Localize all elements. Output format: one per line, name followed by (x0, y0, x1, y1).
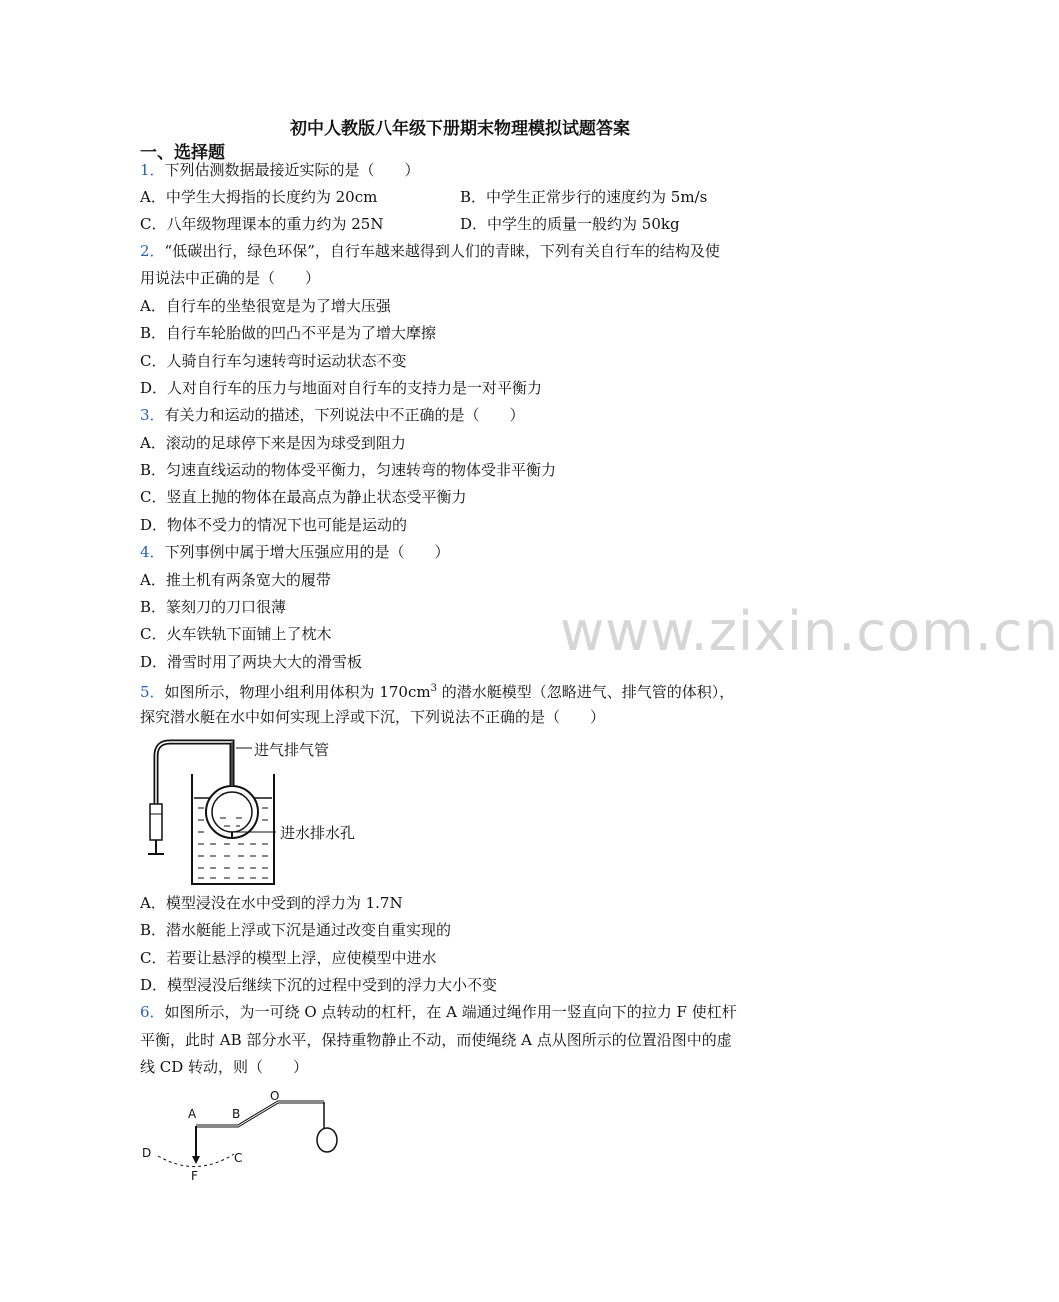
label-c: C (234, 1151, 243, 1165)
question-text: 下列事例中属于增大压强应用的是（ ） (164, 543, 450, 561)
question-number: 2． (140, 242, 165, 260)
question-3-option-b: B．匀速直线运动的物体受平衡力，匀速转弯的物体受非平衡力 (140, 461, 557, 479)
question-1-option-a: A．中学生大拇指的长度约为 20cm (140, 188, 378, 206)
question-number: 6． (140, 1003, 165, 1021)
lever-diagram (138, 1088, 358, 1188)
question-1-option-c: C．八年级物理课本的重力约为 25N (140, 215, 384, 233)
question-2-option-a: A．自行车的坐垫很宽是为了增大压强 (140, 297, 391, 315)
question-6-stem (140, 1002, 737, 1022)
question-2-stem (140, 241, 720, 261)
question-3-option-c: C．竖直上抛的物体在最高点为静止状态受平衡力 (140, 488, 467, 506)
question-number: 5． (140, 683, 165, 701)
question-text: 如图所示，物理小组利用体积为 170cm (164, 683, 431, 701)
question-2-stem-cont: 用说法中正确的是（ ） (140, 269, 321, 287)
question-text: “低碳出行，绿色环保”，自行车越来越得到人们的青睐，下列有关自行车的结构及使 (164, 242, 720, 260)
question-text: 下列估测数据最接近实际的是（ ） (164, 161, 420, 179)
watermark: www.zixin.com.cn (560, 600, 1059, 663)
section-heading: 一、选择题 (140, 143, 225, 163)
question-6-stem-cont: 平衡，此时 AB 部分水平，保持重物静止不动，而使绳绕 A 点从图所示的位置沿图中的虚 (140, 1031, 732, 1049)
submarine-diagram (140, 734, 390, 890)
label-o: O (270, 1089, 280, 1103)
page-title: 初中人教版八年级下册期末物理模拟试题答案 (290, 119, 630, 139)
question-5-option-b: B．潜水艇能上浮或下沉是通过改变自重实现的 (140, 921, 452, 939)
label-b: B (232, 1107, 241, 1121)
question-3-stem (140, 405, 525, 425)
question-5-option-c: C．若要让悬浮的模型上浮，应使模型中进水 (140, 949, 437, 967)
label-d: D (142, 1146, 152, 1160)
question-4-stem (140, 542, 450, 562)
question-1-option-d: D．中学生的质量一般约为 50kg (460, 215, 680, 233)
label-f: F (191, 1169, 198, 1183)
question-number: 3． (140, 406, 165, 424)
question-2-option-d: D．人对自行车的压力与地面对自行车的支持力是一对平衡力 (140, 379, 543, 397)
question-4-option-a: A．推土机有两条宽大的履带 (140, 571, 331, 589)
question-1-option-b: B．中学生正常步行的速度约为 5m/s (460, 188, 708, 206)
question-5-stem-cont: 探究潜水艇在水中如何实现上浮或下沉，下列说法不正确的是（ ） (140, 708, 606, 726)
question-5-option-d: D．模型浸没后继续下沉的过程中受到的浮力大小不变 (140, 976, 498, 994)
label-a: A (188, 1107, 197, 1121)
question-text: 有关力和运动的描述，下列说法中不正确的是（ ） (164, 406, 525, 424)
superscript: 3 (430, 683, 437, 694)
question-text: 如图所示，为一可绕 O 点转动的杠杆，在 A 端通过绳作用一竖直向下的拉力 F 使杠杆 (164, 1003, 737, 1021)
question-5-option-a: A．模型浸没在水中受到的浮力为 1.7N (140, 894, 403, 912)
question-4-option-d: D．滑雪时用了两块大大的滑雪板 (140, 653, 363, 671)
question-5-stem (140, 679, 734, 702)
question-4-option-b: B．篆刻刀的刀口很薄 (140, 598, 287, 616)
label-pipe: 进气排气管 (254, 741, 330, 759)
question-3-option-a: A．滚动的足球停下来是因为球受到阻力 (140, 434, 406, 452)
question-2-option-b: B．自行车轮胎做的凹凸不平是为了增大摩擦 (140, 324, 437, 342)
question-3-option-d: D．物体不受力的情况下也可能是运动的 (140, 516, 408, 534)
question-number: 4． (140, 543, 165, 561)
question-text-cont: 的潜水艇模型（忽略进气、排气管的体积）， (436, 683, 735, 701)
question-2-option-c: C．人骑自行车匀速转弯时运动状态不变 (140, 352, 407, 370)
question-6-stem-cont-2: 线 CD 转动，则（ ） (140, 1058, 309, 1076)
question-number: 1． (140, 161, 165, 179)
question-4-option-c: C．火车铁轨下面铺上了枕木 (140, 625, 332, 643)
question-1-stem (140, 160, 420, 180)
label-hole: 进水排水孔 (280, 824, 356, 842)
